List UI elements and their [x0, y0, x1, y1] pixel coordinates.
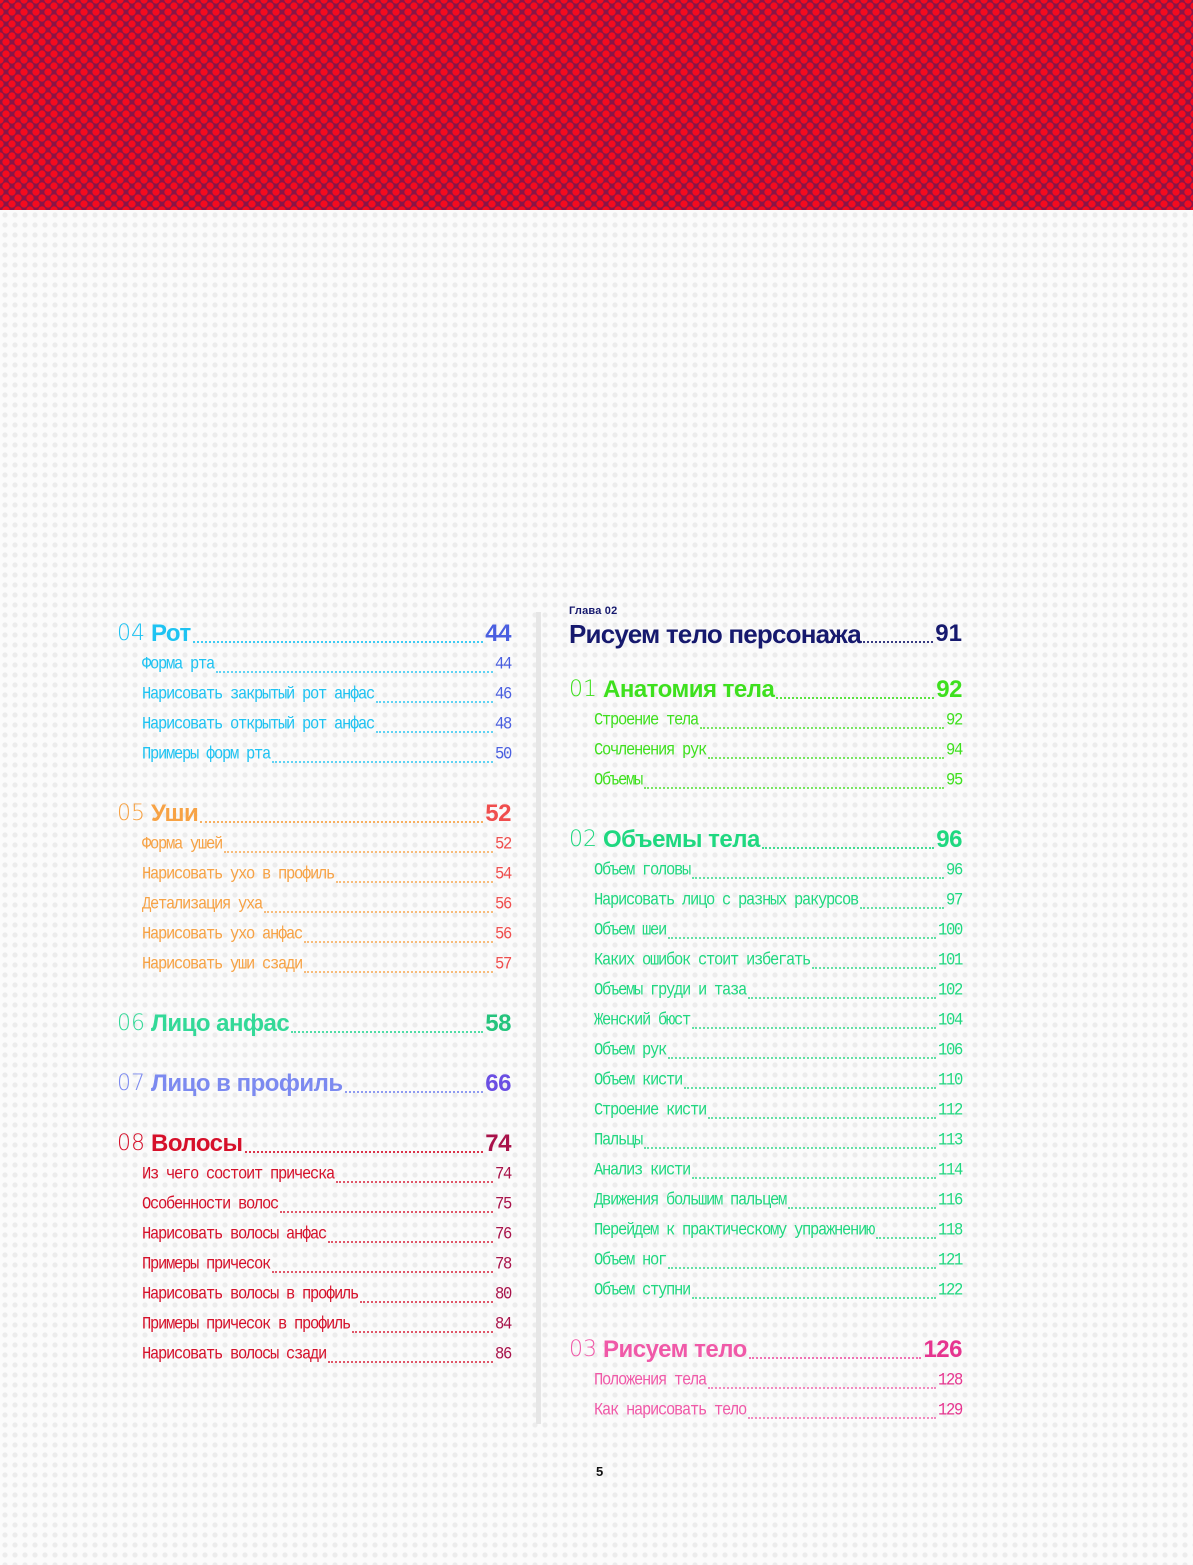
item-title: Нарисовать уши сзади: [142, 953, 303, 975]
toc-item[interactable]: [117, 889, 511, 919]
toc-item[interactable]: [117, 679, 511, 709]
leader-dots: [272, 761, 493, 763]
item-title: Объем головы: [594, 859, 691, 881]
toc-section[interactable]: [569, 1335, 962, 1365]
leader-dots: [700, 727, 944, 729]
section-title: Уши: [151, 800, 199, 827]
item-page: 75: [494, 1193, 511, 1215]
leader-dots: [692, 877, 944, 879]
toc-item[interactable]: [569, 1395, 962, 1425]
item-title: Как нарисовать тело: [594, 1399, 747, 1421]
item-title: Нарисовать волосы в профиль: [142, 1283, 359, 1305]
item-title: Детализация уха: [142, 893, 263, 915]
leader-dots: [345, 1091, 484, 1093]
section-number: 06: [117, 1011, 145, 1036]
item-page: 76: [494, 1223, 511, 1245]
leader-dots: [644, 787, 944, 789]
toc-section[interactable]: [569, 675, 962, 705]
section-page: 74: [485, 1130, 511, 1157]
leader-dots: [352, 1331, 493, 1333]
leader-dots: [708, 757, 944, 759]
leader-dots: [304, 971, 493, 973]
leader-dots: [200, 821, 483, 823]
section-page: 44: [485, 620, 511, 647]
leader-dots: [776, 697, 934, 699]
toc-section[interactable]: [117, 1009, 511, 1039]
item-page: 44: [494, 653, 511, 675]
section-title: Рисуем тело: [603, 1336, 747, 1363]
leader-dots: [684, 1087, 936, 1089]
item-title: Положения тела: [594, 1369, 707, 1391]
item-title: Женский бюст: [594, 1009, 691, 1031]
item-page: 101: [937, 949, 962, 971]
toc-section[interactable]: [117, 799, 511, 829]
leader-dots: [245, 1151, 484, 1153]
leader-dots: [863, 641, 933, 643]
column-divider: [536, 612, 541, 1424]
toc-item[interactable]: [569, 945, 962, 975]
leader-dots: [692, 1177, 936, 1179]
item-page: 57: [494, 953, 511, 975]
toc-section[interactable]: [117, 619, 511, 649]
section-title: Анатомия тела: [603, 676, 775, 703]
chapter-heading[interactable]: [569, 617, 962, 649]
item-title: Объем рук: [594, 1039, 667, 1061]
item-title: Нарисовать лицо с разных ракурсов: [594, 889, 859, 911]
section-title: Рот: [151, 620, 191, 647]
leader-dots: [708, 1117, 936, 1119]
leader-dots: [692, 1297, 936, 1299]
toc-item[interactable]: [569, 1185, 962, 1215]
toc-item[interactable]: [117, 1279, 511, 1309]
item-title: Нарисовать ухо анфас: [142, 923, 303, 945]
item-page: 84: [494, 1313, 511, 1335]
item-page: 92: [945, 709, 962, 731]
leader-dots: [788, 1207, 936, 1209]
leader-dots: [272, 1271, 493, 1273]
toc-item[interactable]: [569, 1155, 962, 1185]
leader-dots: [193, 641, 484, 643]
leader-dots: [812, 967, 936, 969]
item-page: 100: [937, 919, 962, 941]
toc-item[interactable]: [569, 1215, 962, 1245]
toc-section[interactable]: [117, 1129, 511, 1159]
item-title: Особенности волос: [142, 1193, 279, 1215]
leader-dots: [692, 1027, 936, 1029]
section-page: 58: [485, 1010, 511, 1037]
section-page: 92: [936, 676, 962, 703]
section-title: Объемы тела: [603, 826, 760, 853]
item-page: 95: [945, 769, 962, 791]
toc-item[interactable]: [569, 1125, 962, 1155]
toc-section[interactable]: [569, 825, 962, 855]
toc-item[interactable]: [569, 1365, 962, 1395]
leader-dots: [328, 1361, 493, 1363]
leader-dots: [708, 1387, 936, 1389]
item-title: Объем ступни: [594, 1279, 691, 1301]
item-page: 48: [494, 713, 511, 735]
item-title: Нарисовать открытый рот анфас: [142, 713, 375, 735]
toc-item[interactable]: [569, 915, 962, 945]
item-page: 114: [937, 1159, 962, 1181]
item-title: Форма рта: [142, 653, 215, 675]
item-title: Нарисовать закрытый рот анфас: [142, 683, 375, 705]
section-number: 03: [569, 1337, 597, 1362]
item-page: 46: [494, 683, 511, 705]
item-title: Пальцы: [594, 1129, 643, 1151]
item-title: Движения большим пальцем: [594, 1189, 787, 1211]
toc-item[interactable]: [569, 1095, 962, 1125]
leader-dots: [876, 1237, 936, 1239]
item-page: 102: [937, 979, 962, 1001]
item-page: 74: [494, 1163, 511, 1185]
chapter-label: Глава 02: [569, 605, 618, 617]
leader-dots: [376, 731, 493, 733]
item-page: 121: [937, 1249, 962, 1271]
toc-item[interactable]: [117, 739, 511, 769]
item-title: Нарисовать волосы анфас: [142, 1223, 327, 1245]
item-title: Объемы: [594, 769, 643, 791]
toc-item[interactable]: [117, 1249, 511, 1279]
section-page: 126: [923, 1336, 962, 1363]
item-title: Примеры причесок: [142, 1253, 271, 1275]
item-title: Каких ошибок стоит избегать: [594, 949, 811, 971]
item-page: 116: [937, 1189, 962, 1211]
leader-dots: [376, 701, 493, 703]
item-page: 52: [494, 833, 511, 855]
toc-item[interactable]: [117, 1339, 511, 1369]
item-page: 110: [937, 1069, 962, 1091]
item-page: 122: [937, 1279, 962, 1301]
toc-item[interactable]: [569, 1245, 962, 1275]
leader-dots: [762, 847, 934, 849]
item-page: 78: [494, 1253, 511, 1275]
toc-item[interactable]: [117, 649, 511, 679]
toc-item[interactable]: [569, 855, 962, 885]
item-page: 106: [937, 1039, 962, 1061]
leader-dots: [668, 937, 936, 939]
item-page: 86: [494, 1343, 511, 1365]
toc-left-column: [117, 605, 511, 1369]
toc-item[interactable]: [117, 919, 511, 949]
toc-item[interactable]: [117, 859, 511, 889]
toc-item[interactable]: [569, 1035, 962, 1065]
leader-dots: [336, 881, 493, 883]
leader-dots: [360, 1301, 493, 1303]
leader-dots: [748, 1417, 936, 1419]
item-title: Строение тела: [594, 709, 699, 731]
item-title: Перейдем к практическому упражнению: [594, 1219, 875, 1241]
item-page: 50: [494, 743, 511, 765]
item-title: Объемы груди и таза: [594, 979, 747, 1001]
item-title: Из чего состоит прическа: [142, 1163, 335, 1185]
leader-dots: [304, 941, 493, 943]
item-title: Объем шеи: [594, 919, 667, 941]
toc-item[interactable]: [117, 1309, 511, 1339]
section-number: 05: [117, 801, 145, 826]
section-title: Волосы: [151, 1130, 243, 1157]
toc-item[interactable]: [569, 765, 962, 795]
item-page: 94: [945, 739, 962, 761]
toc-section[interactable]: [117, 1069, 511, 1099]
item-title: Нарисовать волосы сзади: [142, 1343, 327, 1365]
toc-item[interactable]: [117, 949, 511, 979]
section-number: 01: [569, 677, 597, 702]
toc-item[interactable]: [569, 975, 962, 1005]
toc-item[interactable]: [569, 705, 962, 735]
toc-item[interactable]: [117, 1189, 511, 1219]
leader-dots: [748, 997, 936, 999]
section-page: 96: [936, 826, 962, 853]
leader-dots: [860, 907, 944, 909]
leader-dots: [216, 671, 493, 673]
section-number: 04: [117, 621, 145, 646]
item-title: Объем кисти: [594, 1069, 683, 1091]
item-title: Строение кисти: [594, 1099, 707, 1121]
item-page: 128: [937, 1369, 962, 1391]
leader-dots: [328, 1241, 493, 1243]
item-title: Примеры причесок в профиль: [142, 1313, 351, 1335]
leader-dots: [291, 1031, 483, 1033]
toc-right-column: [569, 605, 962, 1425]
item-page: 104: [937, 1009, 962, 1031]
item-page: 54: [494, 863, 511, 885]
leader-dots: [668, 1057, 936, 1059]
section-page: 52: [485, 800, 511, 827]
section-title: Лицо анфас: [151, 1010, 290, 1037]
leader-dots: [336, 1181, 493, 1183]
section-number: 02: [569, 827, 597, 852]
item-page: 56: [494, 923, 511, 945]
leader-dots: [224, 851, 493, 853]
chapter-title: Рисуем тело персонажа: [569, 619, 861, 649]
item-title: Анализ кисти: [594, 1159, 691, 1181]
item-title: Нарисовать ухо в профиль: [142, 863, 335, 885]
item-page: 80: [494, 1283, 511, 1305]
leader-dots: [644, 1147, 936, 1149]
toc-item[interactable]: [569, 885, 962, 915]
leader-dots: [749, 1357, 922, 1359]
item-page: 112: [937, 1099, 962, 1121]
item-title: Сочленения рук: [594, 739, 707, 761]
toc-item[interactable]: [117, 709, 511, 739]
item-title: Примеры форм рта: [142, 743, 271, 765]
toc-item[interactable]: [117, 1219, 511, 1249]
item-page: 56: [494, 893, 511, 915]
chapter-page: 91: [935, 620, 962, 647]
leader-dots: [264, 911, 493, 913]
leader-dots: [280, 1211, 493, 1213]
toc-item[interactable]: [569, 1005, 962, 1035]
toc-item[interactable]: [117, 1159, 511, 1189]
section-page: 66: [485, 1070, 511, 1097]
item-page: 96: [945, 859, 962, 881]
page-number: 5: [596, 1464, 604, 1479]
section-number: 08: [117, 1131, 145, 1156]
section-number: 07: [117, 1071, 145, 1096]
item-page: 113: [937, 1129, 962, 1151]
item-title: Объем ног: [594, 1249, 667, 1271]
toc-item[interactable]: [569, 735, 962, 765]
toc-item[interactable]: [569, 1065, 962, 1095]
halftone-banner: [0, 0, 1193, 210]
toc-item[interactable]: [117, 829, 511, 859]
leader-dots: [668, 1267, 936, 1269]
toc-item[interactable]: [569, 1275, 962, 1305]
item-page: 118: [937, 1219, 962, 1241]
item-page: 129: [937, 1399, 962, 1421]
item-page: 97: [945, 889, 962, 911]
section-title: Лицо в профиль: [151, 1070, 343, 1097]
item-title: Форма ушей: [142, 833, 223, 855]
